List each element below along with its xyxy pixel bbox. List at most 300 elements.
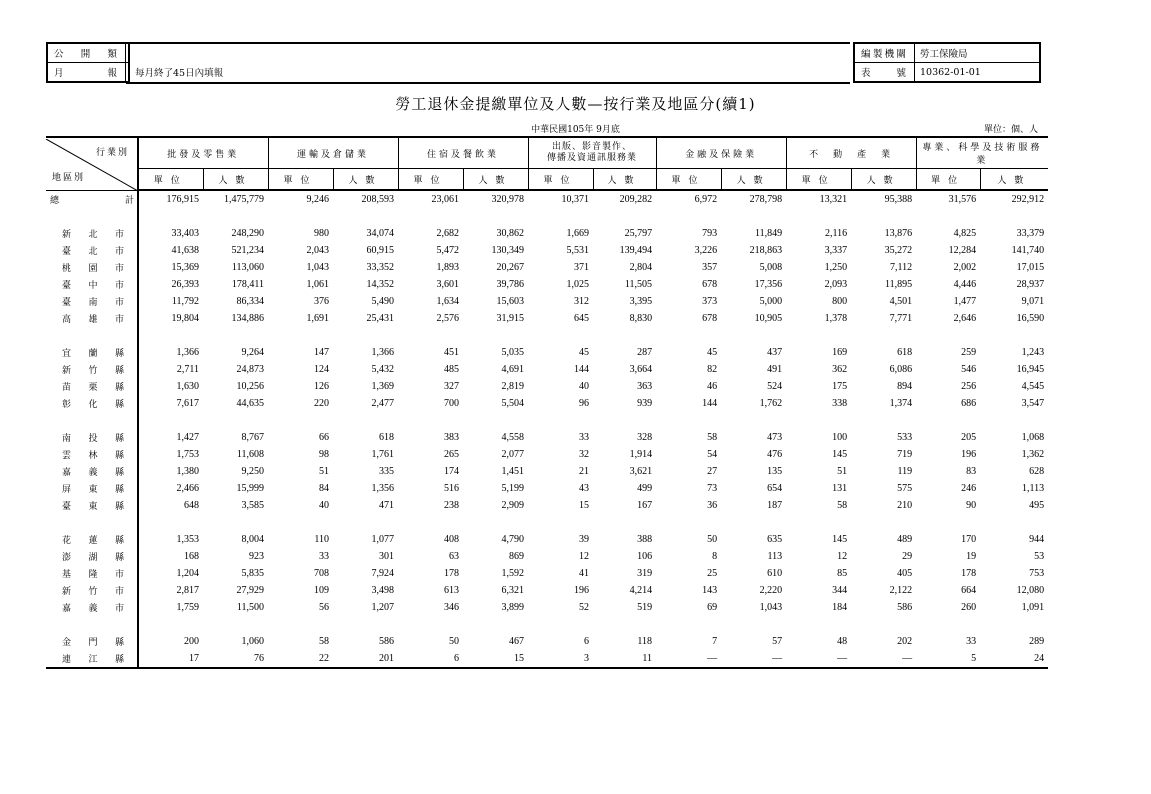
units-value: 39 (579, 534, 590, 545)
persons-value: 1,369 (371, 381, 395, 392)
region-char: 縣 (114, 400, 124, 410)
region-cell (46, 582, 138, 599)
region-char: 市 (114, 604, 124, 614)
units-value: 15 (579, 500, 590, 511)
units-value: 168 (184, 551, 199, 562)
persons-value: 167 (637, 500, 653, 511)
units-value: 546 (961, 364, 977, 375)
persons-value: 319 (637, 568, 653, 579)
spacer-row (46, 412, 1048, 429)
units-value: 41,638 (171, 245, 199, 256)
persons-value: 24,873 (236, 364, 265, 375)
units-value: 2,682 (436, 228, 460, 239)
units-value: 63 (449, 551, 460, 562)
persons-value: 635 (767, 534, 783, 545)
units-value: 33 (579, 432, 590, 443)
persons-value: 437 (767, 347, 783, 358)
units-value: 50 (707, 534, 718, 545)
table-row (46, 548, 1048, 565)
persons-value: 210 (897, 500, 913, 511)
persons-value: 106 (637, 551, 653, 562)
persons-value: 4,214 (629, 585, 653, 596)
units-value: 1,634 (436, 296, 460, 307)
region-cell (46, 497, 138, 514)
industry-header (786, 137, 916, 169)
units-value: 46 (707, 381, 718, 392)
persons-value: 218,863 (749, 245, 783, 256)
units-value: 48 (837, 636, 848, 647)
persons-value: 618 (897, 347, 913, 358)
persons-value: 5,835 (241, 568, 265, 579)
region-char: 金 (62, 638, 72, 648)
table-row (46, 344, 1048, 361)
units-value: 2,817 (176, 585, 199, 596)
units-value: 7 (712, 636, 718, 647)
units-value: 45 (707, 347, 718, 358)
region-char: 苗 (62, 383, 72, 393)
persons-value: 869 (509, 551, 525, 562)
units-value: 346 (444, 602, 460, 613)
units-header: 單位 (398, 169, 463, 191)
persons-value: 944 (1029, 534, 1045, 545)
spacer-row (46, 514, 1048, 531)
region-char: 臺 (62, 247, 72, 257)
region-char: 總 (50, 195, 60, 206)
units-value: 12 (579, 551, 590, 562)
persons-value: 586 (379, 636, 395, 647)
units-value: 147 (314, 347, 330, 358)
region-char: 門 (88, 638, 98, 648)
region-char: 東 (88, 502, 98, 512)
units-value: 66 (319, 432, 330, 443)
table-row (46, 429, 1048, 446)
region-cell (46, 378, 138, 395)
table-row (46, 293, 1048, 310)
region-char: 市 (114, 247, 124, 257)
report-date: 中華民國105年 9月底 (531, 125, 620, 135)
region-char: 宜 (62, 349, 72, 359)
persons-value: 5,008 (759, 262, 783, 273)
units-value: 220 (314, 398, 330, 409)
persons-value: 489 (897, 534, 913, 545)
persons-value: 1,060 (241, 636, 265, 647)
persons-value: 3,547 (1021, 398, 1045, 409)
persons-value: 202 (897, 636, 913, 647)
units-value: 516 (444, 483, 460, 494)
persons-value: 473 (767, 432, 783, 443)
units-value: 362 (832, 364, 848, 375)
region-cell (46, 446, 138, 463)
region-char: 基 (62, 570, 72, 580)
region-char: 嘉 (62, 468, 72, 478)
persons-value: 524 (767, 381, 783, 392)
persons-value: 119 (897, 466, 913, 477)
persons-value: 11,895 (884, 279, 913, 290)
persons-value: 209,282 (619, 194, 653, 205)
region-char: 林 (88, 451, 98, 461)
units-value: 144 (702, 398, 718, 409)
units-value: 260 (961, 602, 977, 613)
persons-value: 628 (1029, 466, 1045, 477)
region-char: 新 (62, 230, 72, 240)
units-value: 373 (702, 296, 718, 307)
units-value: 3,337 (824, 245, 848, 256)
units-value: 25 (707, 568, 718, 579)
region-char: 縣 (114, 349, 124, 359)
units-value: 259 (961, 347, 977, 358)
persons-value: 5,490 (371, 296, 395, 307)
units-value: 376 (314, 296, 330, 307)
persons-value: 3,395 (629, 296, 653, 307)
corner-region-label: 地區別 (52, 172, 86, 183)
region-char: 縣 (114, 536, 124, 546)
region-char: 臺 (62, 281, 72, 291)
region-char: 湖 (88, 553, 98, 563)
persons-value: 4,691 (501, 364, 525, 375)
table-row (46, 259, 1048, 276)
units-value: 1,378 (824, 313, 848, 324)
units-value: 143 (702, 585, 718, 596)
units-value: 327 (444, 381, 460, 392)
units-value: 1,691 (306, 313, 330, 324)
persons-value: 113 (767, 551, 783, 562)
persons-value: 118 (637, 636, 653, 647)
units-value: 32 (579, 449, 590, 460)
region-char: 臺 (62, 502, 72, 512)
persons-value: 939 (637, 398, 653, 409)
corner-industry-label: 行業別 (95, 147, 129, 158)
units-value: 196 (574, 585, 590, 596)
persons-value: 9,071 (1021, 296, 1045, 307)
persons-value: 3,498 (371, 585, 395, 596)
units-value: 2,043 (306, 245, 330, 256)
units-value: 144 (574, 364, 590, 375)
units-value: — (656, 650, 721, 668)
persons-value: 405 (897, 568, 913, 579)
header-value: 10362-01-01 (920, 66, 981, 78)
persons-value: 471 (379, 500, 395, 511)
persons-value: 10,256 (236, 381, 265, 392)
units-value: 50 (449, 636, 460, 647)
units-header: 單位 (916, 169, 980, 191)
table-row (46, 463, 1048, 480)
industry-header (398, 137, 528, 169)
persons-value: 3,621 (629, 466, 653, 477)
persons-value: 7,924 (371, 568, 395, 579)
persons-value: 6,321 (501, 585, 525, 596)
units-value: 51 (319, 466, 330, 477)
persons-value: 4,790 (501, 534, 525, 545)
units-value: 1,759 (176, 602, 199, 613)
persons-value: 11,500 (236, 602, 265, 613)
header-label: 編製機關 (855, 44, 915, 62)
region-char: 化 (88, 400, 98, 410)
industry-header (138, 137, 268, 169)
region-char: 竹 (88, 587, 98, 597)
units-header: 單位 (528, 169, 593, 191)
units-value: 56 (319, 602, 330, 613)
units-value: 2,116 (824, 228, 848, 239)
table-row (46, 378, 1048, 395)
persons-value: 467 (509, 636, 525, 647)
units-value: 124 (314, 364, 330, 375)
header-label: 表號 (855, 63, 915, 81)
persons-value: 139,494 (619, 245, 653, 256)
units-value: 2,576 (436, 313, 460, 324)
persons-header: 人數 (203, 169, 268, 191)
region-cell (46, 395, 138, 412)
units-value: 1,380 (176, 466, 199, 477)
units-value: 6 (584, 636, 590, 647)
units-value: 3,226 (694, 245, 718, 256)
persons-value: 753 (1029, 568, 1045, 579)
persons-value: 2,819 (501, 381, 525, 392)
industry-header (268, 137, 398, 169)
persons-value: 388 (637, 534, 653, 545)
units-value: 169 (832, 347, 848, 358)
persons-value: 521,234 (231, 245, 265, 256)
persons-value: 33,352 (366, 262, 395, 273)
region-char: 南 (88, 298, 98, 308)
persons-value: 1,761 (371, 449, 395, 460)
units-value: 800 (832, 296, 848, 307)
persons-value: 95,388 (884, 194, 913, 205)
persons-value: 3,899 (501, 602, 525, 613)
persons-value: 76 (203, 650, 268, 668)
units-value: 98 (319, 449, 330, 460)
persons-value: 39,786 (496, 279, 525, 290)
persons-value: 654 (767, 483, 783, 494)
units-value: 4,446 (953, 279, 977, 290)
units-value: 265 (444, 449, 460, 460)
region-char: 新 (62, 366, 72, 376)
header-right-row (855, 44, 1039, 62)
region-char: 蘭 (88, 349, 98, 359)
persons-value: 14,352 (366, 279, 395, 290)
units-value: 22 (268, 650, 333, 668)
region-char: 縣 (114, 638, 124, 648)
units-value: 43 (579, 483, 590, 494)
table-row (46, 276, 1048, 293)
units-value: 73 (707, 483, 718, 494)
persons-value: 1,077 (371, 534, 395, 545)
units-value: 686 (961, 398, 977, 409)
persons-value: — (851, 650, 916, 668)
table-row (46, 480, 1048, 497)
units-value: 178 (961, 568, 977, 579)
units-value: 145 (832, 534, 848, 545)
region-char: 江 (88, 655, 98, 665)
persons-value: 5,504 (501, 398, 525, 409)
persons-value: 16,590 (1016, 313, 1045, 324)
units-value: 36 (707, 500, 718, 511)
region-char: 連 (62, 655, 72, 665)
units-value: 645 (574, 313, 590, 324)
region-cell (46, 259, 138, 276)
units-value: 82 (707, 364, 718, 375)
region-cell (46, 310, 138, 327)
persons-value: 320,978 (491, 194, 525, 205)
header-right-row (855, 62, 1039, 81)
region-char: 蓮 (88, 536, 98, 546)
persons-value: 4,558 (501, 432, 525, 443)
persons-value: 301 (379, 551, 395, 562)
persons-value: 5,035 (501, 347, 525, 358)
region-cell (46, 463, 138, 480)
units-value: 184 (832, 602, 848, 613)
table-row (46, 650, 1048, 668)
table-row (46, 225, 1048, 242)
region-cell (46, 548, 138, 565)
units-value: 51 (837, 466, 848, 477)
table-row (46, 361, 1048, 378)
units-value: 7,617 (176, 398, 199, 409)
units-value: 45 (579, 347, 590, 358)
units-value: 3,601 (436, 279, 460, 290)
units-value: 5,531 (566, 245, 590, 256)
persons-value: 10,905 (754, 313, 783, 324)
persons-value: 134,886 (231, 313, 265, 324)
persons-value: 17,356 (754, 279, 783, 290)
spacer-row (46, 208, 1048, 225)
units-value: 2,093 (824, 279, 848, 290)
persons-value: — (721, 650, 786, 668)
units-value: 31,576 (948, 194, 977, 205)
region-char: 縣 (114, 502, 124, 512)
units-value: 246 (961, 483, 977, 494)
units-value: 1,204 (176, 568, 199, 579)
region-char: 計 (124, 195, 134, 206)
units-value: 1,353 (176, 534, 199, 545)
persons-value: 30,862 (496, 228, 525, 239)
persons-value: 25,431 (366, 313, 395, 324)
units-value: 85 (837, 568, 848, 579)
region-char: 北 (88, 230, 98, 240)
region-char: 投 (88, 434, 98, 444)
units-value: 205 (961, 432, 977, 443)
table-row (46, 599, 1048, 616)
persons-value: 31,915 (496, 313, 525, 324)
units-value: 6,972 (694, 194, 718, 205)
persons-value: 130,349 (491, 245, 525, 256)
persons-value: 141,740 (1011, 245, 1045, 256)
spacer-row (46, 616, 1048, 633)
region-cell (46, 242, 138, 259)
persons-value: 27,929 (236, 585, 265, 596)
units-value: 357 (702, 262, 718, 273)
persons-value: 24 (980, 650, 1048, 668)
persons-value: 1,243 (1021, 347, 1045, 358)
units-value: 1,669 (566, 228, 590, 239)
units-value: 1,753 (176, 449, 199, 460)
units-value: 196 (961, 449, 977, 460)
region-cell (46, 599, 138, 616)
region-cell (46, 293, 138, 310)
units-value: 33 (319, 551, 330, 562)
units-header: 單位 (268, 169, 333, 191)
region-char: 義 (88, 604, 98, 614)
persons-header: 人數 (721, 169, 786, 191)
persons-value: 15,999 (236, 483, 265, 494)
persons-value: 86,334 (236, 296, 265, 307)
persons-value: 178,411 (231, 279, 265, 290)
industry-header-line: 傳播及資通訊服務業 (547, 153, 638, 163)
units-value: 1,630 (176, 381, 199, 392)
units-value: 613 (444, 585, 460, 596)
persons-value: 11 (593, 650, 656, 668)
persons-value: 2,804 (629, 262, 653, 273)
header-left-band (126, 42, 850, 84)
table-row (46, 633, 1048, 650)
industry-header-line: 運輸及倉儲業 (297, 149, 370, 160)
units-value: 90 (966, 500, 977, 511)
units-value: 33,403 (171, 228, 199, 239)
persons-value: 586 (897, 602, 913, 613)
persons-value: 719 (897, 449, 913, 460)
region-char: 臺 (62, 298, 72, 308)
units-value: 338 (832, 398, 848, 409)
persons-value: 7,771 (889, 313, 913, 324)
table-row (46, 446, 1048, 463)
persons-value: 1,592 (501, 568, 525, 579)
persons-value: 499 (637, 483, 653, 494)
region-cell (46, 361, 138, 378)
industry-header-line: 出版、影音製作、 (552, 142, 633, 152)
persons-value: 11,849 (754, 228, 783, 239)
persons-value: 618 (379, 432, 395, 443)
persons-value: 2,122 (889, 585, 913, 596)
industry-header (528, 137, 656, 169)
units-value: 175 (832, 381, 848, 392)
region-char: 市 (114, 587, 124, 597)
region-char: 縣 (114, 468, 124, 478)
spacer-row (46, 327, 1048, 344)
persons-value: 1,068 (1021, 432, 1045, 443)
persons-header: 人數 (593, 169, 656, 191)
page-title: 勞工退休金提繳單位及人數—按行業及地區分(續1) (395, 95, 756, 113)
units-value: 33 (966, 636, 977, 647)
persons-value: 16,945 (1016, 364, 1045, 375)
units-value: 23,061 (431, 194, 460, 205)
persons-value: 20,267 (496, 262, 525, 273)
region-char: 屏 (62, 485, 72, 495)
persons-value: 1,043 (759, 602, 783, 613)
persons-value: 287 (637, 347, 653, 358)
persons-value: 575 (897, 483, 913, 494)
region-cell (46, 480, 138, 497)
persons-value: 28,937 (1016, 279, 1045, 290)
units-header: 單位 (138, 169, 203, 191)
units-value: 58 (837, 500, 848, 511)
data-table (46, 136, 1048, 669)
units-value: 3 (528, 650, 593, 668)
persons-value: 12,080 (1016, 585, 1045, 596)
industry-header (916, 137, 1048, 169)
table-row (46, 531, 1048, 548)
table-row (46, 565, 1048, 582)
units-value: 700 (444, 398, 460, 409)
persons-value: 1,475,779 (224, 194, 265, 205)
persons-value: 9,264 (241, 347, 265, 358)
units-value: 708 (314, 568, 330, 579)
persons-value: 33,379 (1016, 228, 1045, 239)
units-value: 238 (444, 500, 460, 511)
region-char: 縣 (114, 485, 124, 495)
units-value: 5,472 (436, 245, 460, 256)
persons-value: 29 (902, 551, 913, 562)
persons-value: 495 (1029, 500, 1045, 511)
units-value: 1,025 (566, 279, 590, 290)
